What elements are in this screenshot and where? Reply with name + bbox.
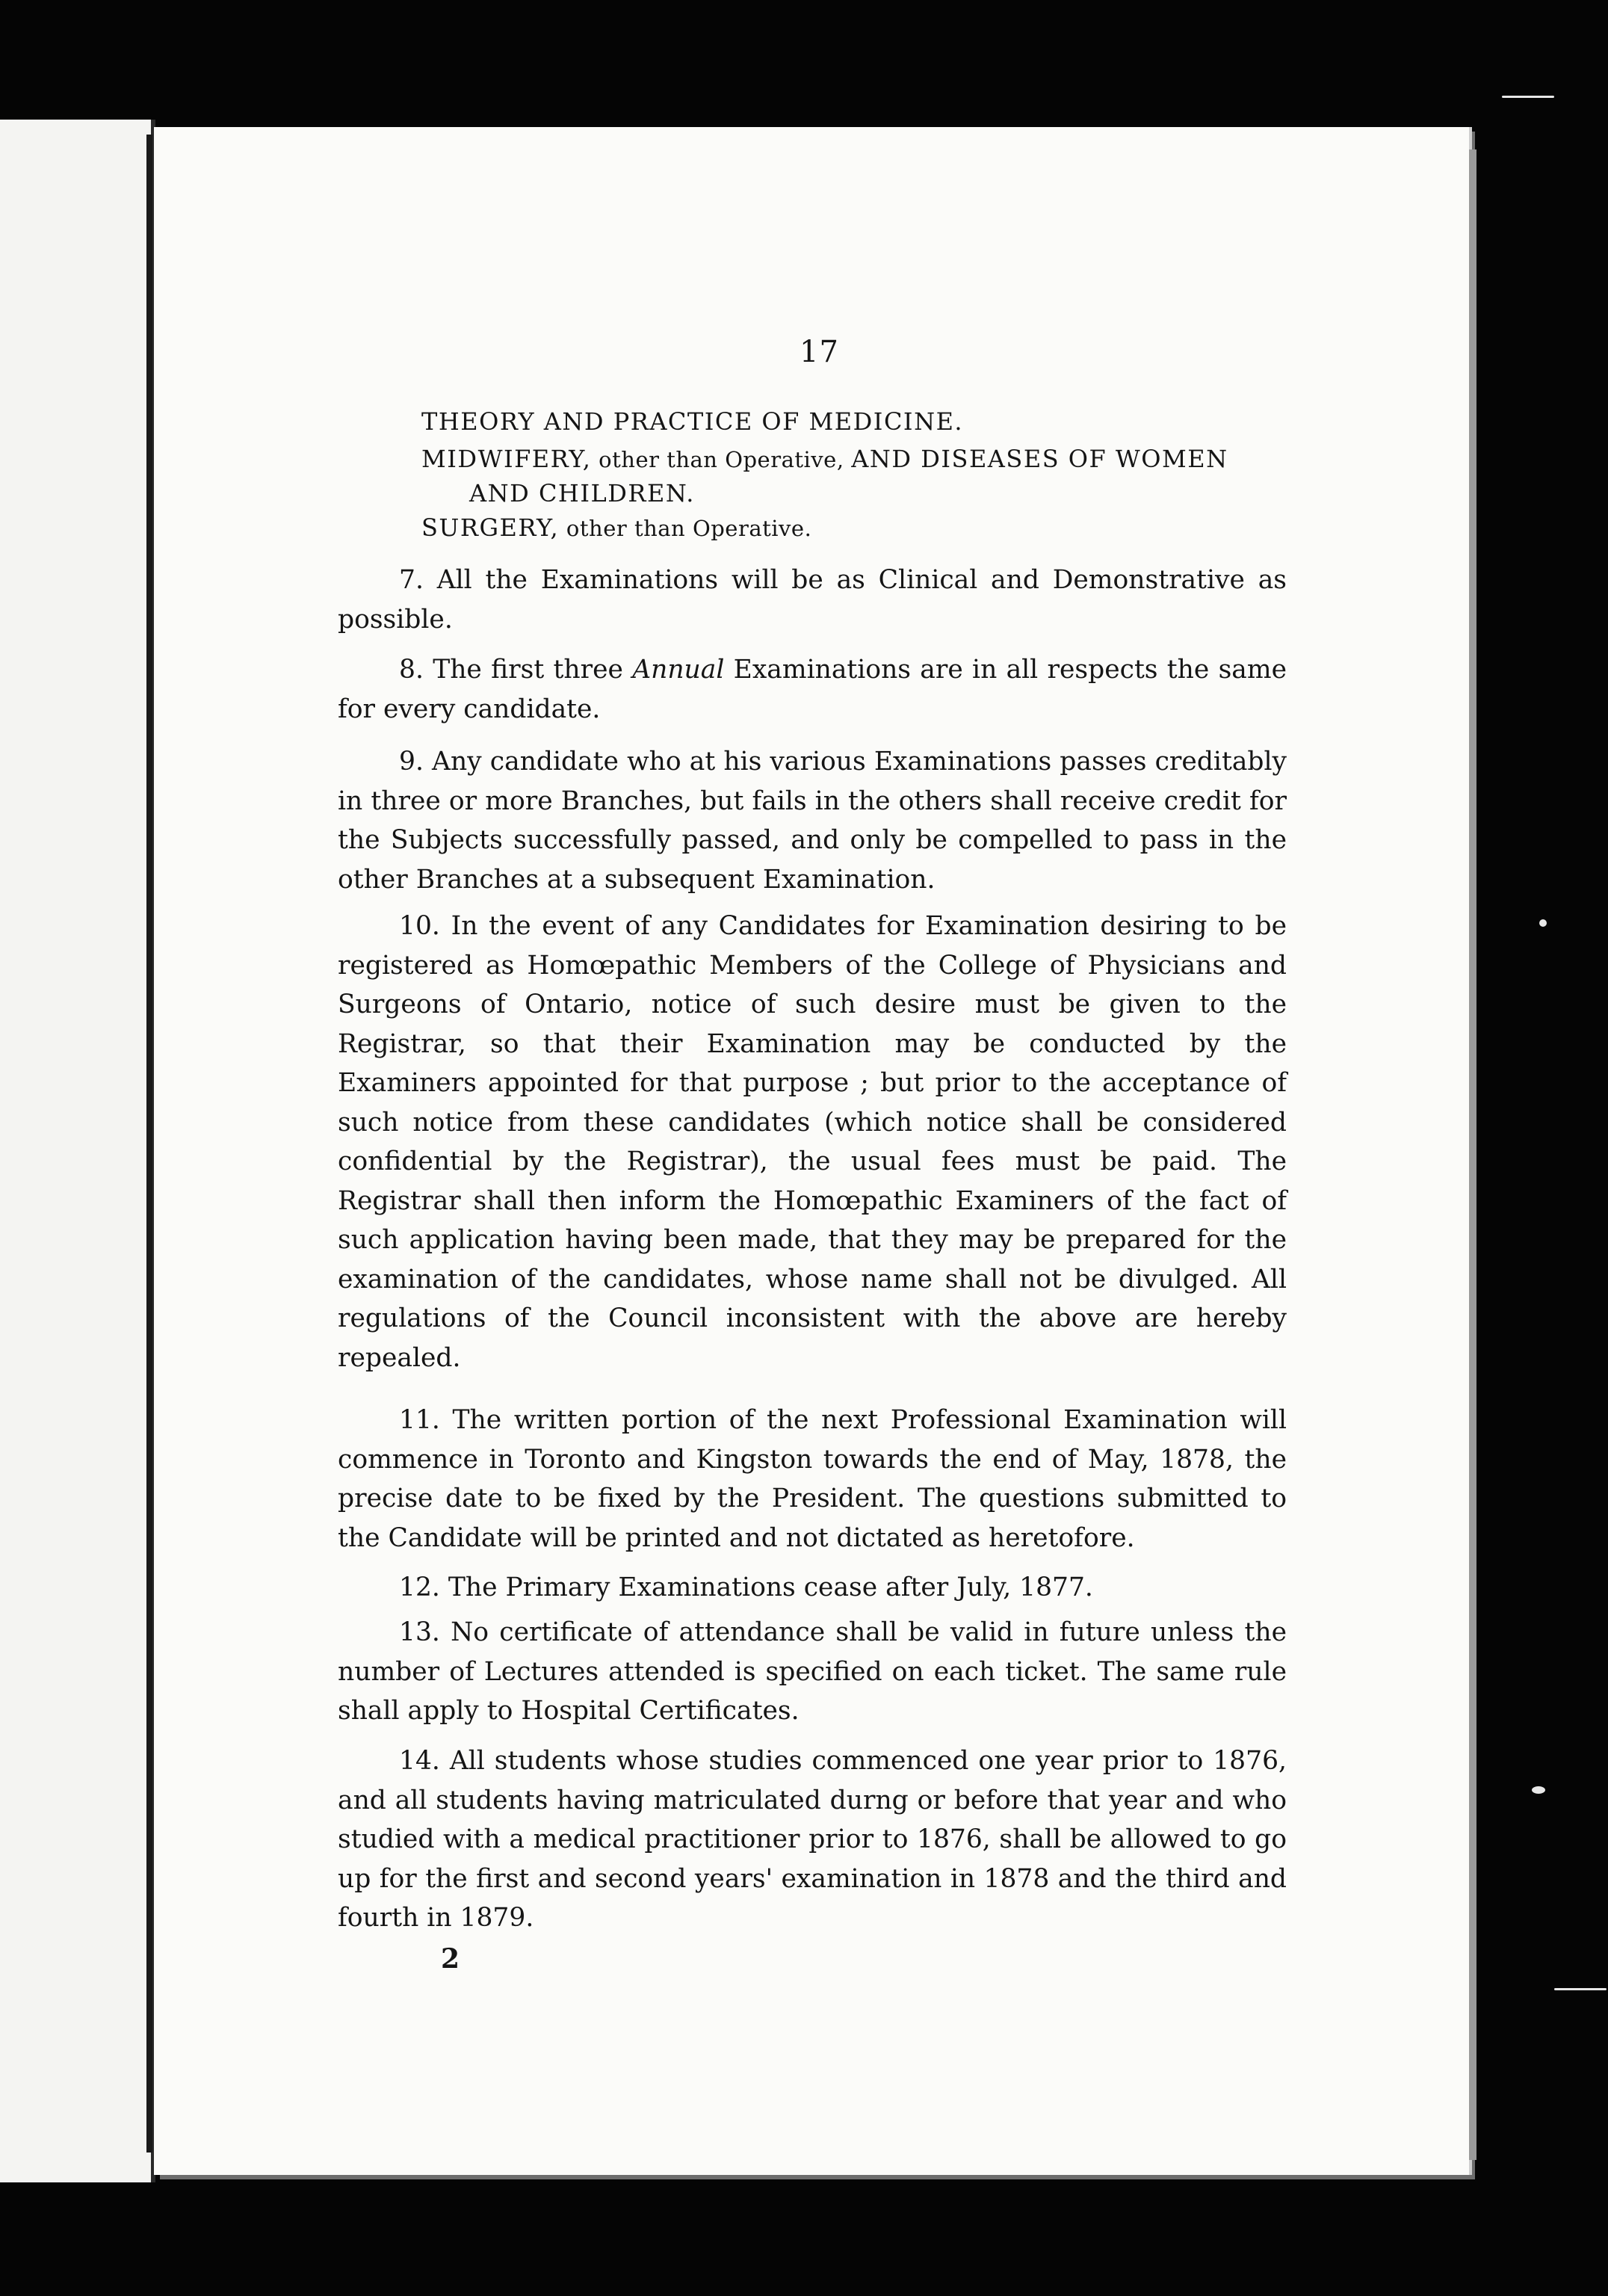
subject-heading <box>421 445 1228 473</box>
scan-speck <box>1502 96 1554 98</box>
paragraph-text: Examinations are in all respects the same for every candidate. <box>338 655 1287 724</box>
paragraph-10: 10. In the event of any Candidates for Examination desiring to be registered as Homœpathic Members of the College of Physicians and Surgeons of Ontario, notice of such desire must be given to the Registrar, so that their Examination may be conducted by the Examiners appointed for that purpose ; but prior to the acceptance of such notice from these candidates (which notice shall be considered confidential by the Registrar), the usual fees must be paid. The Registrar shall then inform the Homœpathic Examiners of the fact of such application having been made, that they may be prepared for the examination of the candidates, whose name shall not be divulged. All regulations of the Council inconsistent with the above are hereby repealed. <box>338 911 1287 1373</box>
paragraph-12: 12. The Primary Examinations cease after July, 1877. <box>399 1573 1093 1602</box>
page-number: 17 <box>800 335 839 369</box>
subject-heading <box>421 513 811 542</box>
emphasized-word: Annual <box>632 655 725 685</box>
heading-small-text: other than Operative, <box>591 447 852 472</box>
scan-speck <box>1554 1988 1607 1990</box>
paragraph-8 <box>338 650 1287 729</box>
subject-heading: THEORY AND PRACTICE OF MEDICINE. <box>421 407 964 436</box>
subject-heading-continuation: AND CHILDREN. <box>469 479 695 507</box>
heading-small-text: other than Operative. <box>559 516 812 541</box>
paragraph-13: 13. No certificate of attendance shall be valid in future unless the number of Lectures attended is specified on each ticket. The same rule shall apply to Hospital Certificates. <box>338 1617 1287 1726</box>
scan-speck <box>1539 919 1547 927</box>
heading-caps: MIDWIFERY, <box>421 445 592 473</box>
paragraph-14: 14. All students whose studies commenced one year prior to 1876, and all students having matriculated durng or before that year and who studied with a medical practitioner prior to 1876, shall be allowed to go up for the first and second years' examination in 1878 and the third and fourth in 1879. <box>338 1746 1287 1933</box>
signature-mark: 2 <box>441 1943 460 1975</box>
scan-speck <box>1532 1786 1545 1794</box>
paragraph-11: 11. The written portion of the next Professional Examination will commence in Toronto and Kingston towards the end of May, 1878, the precise date to be fixed by the President. The questions submitted to the Candidate will be printed and not dictated as heretofore. <box>338 1405 1287 1553</box>
page-edge <box>1469 149 1476 2160</box>
paragraph-7: 7. All the Examinations will be as Clinical and Demonstrative as possible. <box>338 565 1287 635</box>
heading-caps: AND DISEASES OF WOMEN <box>851 445 1228 473</box>
paragraph-text: 8. The first three <box>399 655 633 685</box>
book-gutter <box>146 135 152 2152</box>
paragraph-9: 9. Any candidate who at his various Examinations passes creditably in three or more Branches, but fails in the others shall receive credit for the Subjects successfully passed, and only be compelled to pass in the other Branches at a subsequent Examination. <box>338 747 1287 895</box>
heading-caps: SURGERY, <box>421 513 560 542</box>
left-facing-page <box>0 120 155 2182</box>
